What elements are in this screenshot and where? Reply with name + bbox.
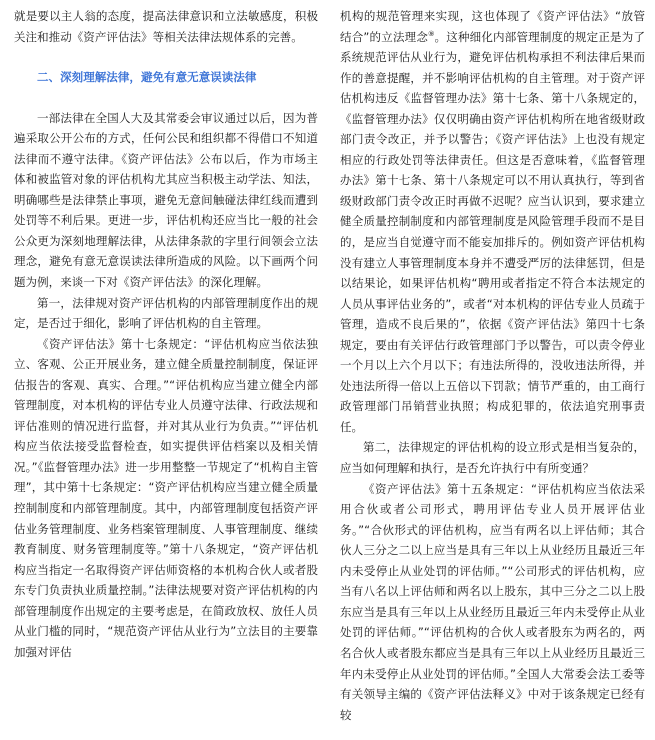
section-heading: 二、深刻理解法律，避免有意无意误读法律 [37,70,257,85]
paragraph-article-15: 《资产评估法》第十五条规定：“评估机构应当依法采用合伙或者公司形式，聘用评估专业人员开展评估业务。”“合伙形式的评估机构，应当有两名以上评估师；其合伙人三分之二以上应当是具有三年以上从业经历且最近三年内未受停止从业处罚的评估师。”“公司形式的评估机构，应当有八名以上评估师和两名以上股东，其中三分之二以上股东应当是具有三年以上从业经历且最近三年内未受停止从业处罚的评估师。”“评估机构的合伙人或者股东为两名的，两名合伙人或者股东都应当是具有三年以上从业经历且最近三年内未受停止从业处罚的评估师。”全国人大常委会法工委等有关领导主编的《资产评估法释义》中对于该条规定已经有较 [340,481,645,722]
left-column [14,6,318,662]
paragraph-intro-end: 就是要以主人翁的态度，提高法律意识和立法敏感度，积极关注和推动《资产评估法》等相关法律法规体系的完善。 [14,9,318,44]
paragraph-text-part-b: 。这种细化内部管理制度的规定正是为了系统规范评估从业行为，避免评估机构承担不利法律后果而作的善意提醒，并不影响评估机构的自主管理。对于资产评估机构违反《监督管理办法》第十七条、第十八条规定的，《监督管理办法》仅仅明确由资产评估机构所在地省级财政部门责令改正，并予以警告；《资产评估法》上也没有规定相应的行政处罚等法律责任。但这是否意味着，《监督管理办法》第十七条、第十八条规定可以不用认真执行，等到省级财政部门责令改正时再做不迟呢？应当认识到，要求建立健全质量控制制度和内部管理制度是风险管理手段而不是目的，是应当自觉遵守而不能妄加排斥的。例如资产评估机构没有建立人事管理制度本身并不遭受严厉的法律惩罚，但是以结果论，如果评估机构“聘用或者指定不符合本法规定的人员从事评估业务的”，或者“对本机构的评估专业人员疏于管理，造成不良后果的”，依据《资产评估法》第四十七条规定，要由有关评估行政管理部门予以警告，可以责令停业一个月以上六个月以下；有违法所得的，没收违法所得，并处违法所得一倍以上五倍以下罚款；情节严重的，由工商行政管理部门吊销营业执照；构成犯罪的，依法追究刑事责任。 [340,29,645,434]
paragraph-law-understanding: 一部法律在全国人大及其常委会审议通过以后，因为普遍采取公开公布的方式，任何公民和组织都不得借口不知道法律而不遵守法律。《资产评估法》公布以后，作为市场主体和被监管对象的评估机构尤其应当积极主动学法、知法，明确哪些是法律禁止事项，避免无意间触碰法律红线而遭到处罚等不利后果。更进一步，评估机构还应当比一般的社会公众更为深刻地理解法律，从法律条款的字里行间领会立法理念，避免有意无意误读法律所造成的风险。以下画两个问题为例，来谈一下对《资产评估法》的深化理解。 [14,110,318,290]
paragraph-management-continued [340,6,645,437]
paragraph-question-two: 第二，法律规定的评估机构的设立形式是相当复杂的，应当如何理解和执行，是否允许执行中有所变通？ [340,440,645,476]
footnote-marker: ⑨ [428,29,435,38]
paragraph-article-17: 《资产评估法》第十七条规定：“评估机构应当依法独立、客观、公正开展业务，建立健全质量控制制度，保证评估报告的客观、真实、合理。”“评估机构应当建立健全内部管理制度，对本机构的评估专业人员遵守法律、行政法规和评估准则的情况进行监督，并对其从业行为负责。”“评估机构应当依法接受监督检查，如实提供评估档案以及相关情况。”《监督管理办法》进一步用整整一节规定了“机构自主管理”，其中第十七条规定：“资产评估机构应当建立健全质量控制制度和内部管理制度。其中，内部管理制度包括资产评估业务管理制度、业务档案管理制度、人事管理制度、继续教育制度、财务管理制度等。”第十八条规定，“资产评估机构应当指定一名取得资产评估师资格的本机构合伙人或者股东专门负责执业质量控制。”法律法规要对资产评估机构的内部管理制度作出规定的主要考虑是，在简政放权、放任人员从业门槛的同时，“规范资产评估从业行为”立法目的主要靠加强对评估 [14,336,318,659]
paragraph-text-part-a: 机构的规范管理来实现，这也体现了《资产评估法》“放管结合”的立法理念 [340,9,645,44]
right-column [340,6,645,725]
paragraph-question-one: 第一，法律规对资产评估机构的内部管理制度作出的规定，是否过于细化，影响了评估机构的自主管理。 [14,295,318,331]
